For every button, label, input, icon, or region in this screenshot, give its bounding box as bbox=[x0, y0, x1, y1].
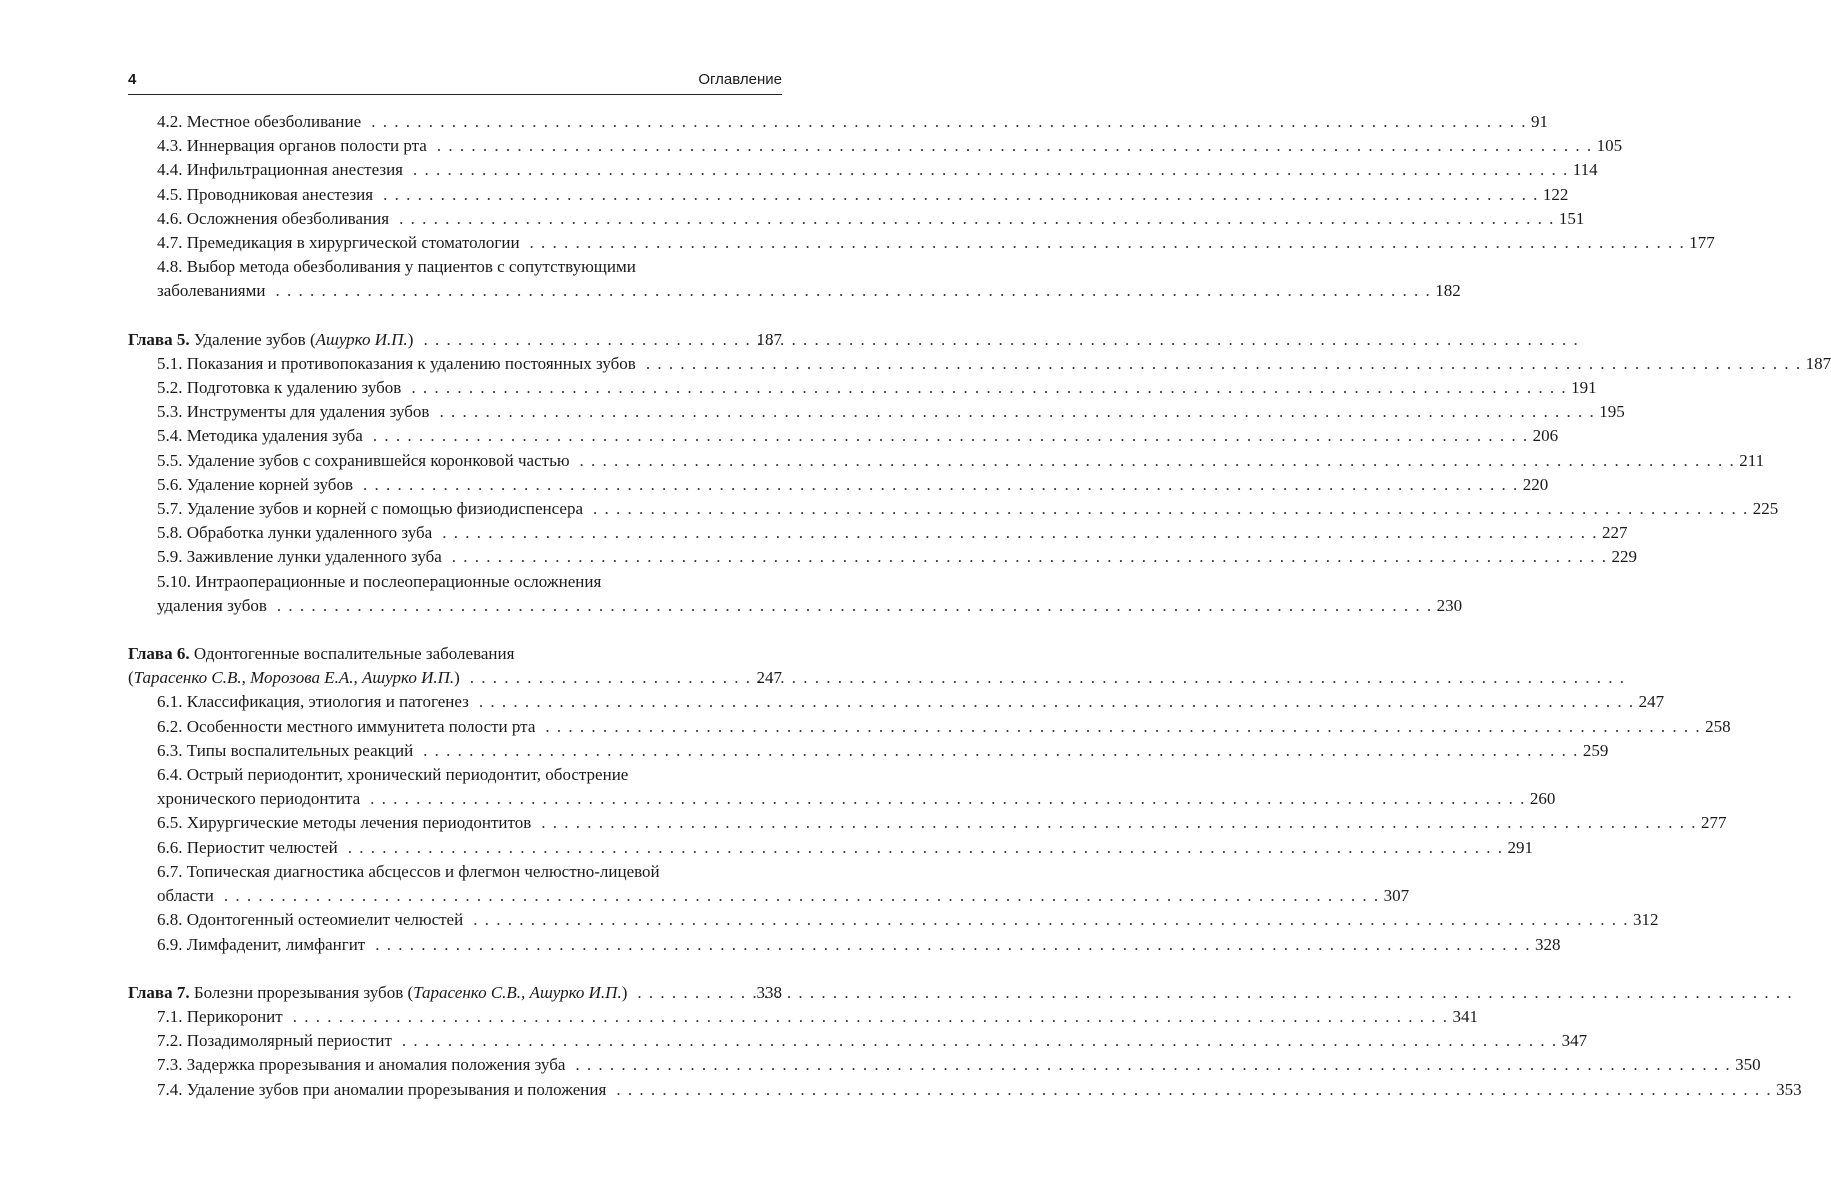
toc-entry[interactable] bbox=[128, 933, 1561, 957]
toc-entry[interactable] bbox=[128, 400, 1625, 424]
entry-title: 7.1. Перикоронит bbox=[157, 1006, 283, 1026]
entry-title: 5.7. Удаление зубов и корней с помощью физиодиспенсера bbox=[157, 499, 583, 519]
toc-entry[interactable] bbox=[128, 158, 1598, 182]
chapter-line bbox=[128, 642, 782, 666]
page-ref: 211 bbox=[1739, 450, 1765, 470]
page-ref: 191 bbox=[1571, 378, 1597, 398]
entry-title: 7.3. Задержка прорезывания и аномалия положения зуба bbox=[157, 1055, 566, 1075]
toc-entry[interactable] bbox=[128, 1053, 1761, 1077]
entry-title: 4.4. Инфильтрационная анестезия bbox=[157, 160, 403, 180]
entry-line bbox=[157, 231, 1715, 255]
close-paren: ) bbox=[407, 329, 414, 349]
dot-leader bbox=[646, 354, 1802, 373]
page-ref: 177 bbox=[1689, 233, 1715, 253]
entry-line bbox=[157, 376, 1597, 400]
entry-line bbox=[157, 933, 1561, 957]
toc-entry[interactable] bbox=[128, 739, 1609, 763]
toc-entry[interactable] bbox=[128, 1029, 1588, 1053]
entry-line bbox=[157, 110, 1548, 134]
entry-title-line1: 6.4. Острый периодонтит, хронический периодонтит, обострение bbox=[157, 765, 629, 785]
toc-entry[interactable] bbox=[128, 231, 1715, 255]
chapter-authors-wrap bbox=[128, 666, 460, 690]
running-title: Оглавление bbox=[698, 71, 782, 88]
entry-line bbox=[157, 690, 1665, 714]
running-header bbox=[128, 66, 782, 95]
toc-entry[interactable] bbox=[128, 690, 1665, 714]
entry-title: 6.1. Классификация, этиология и патогенез bbox=[157, 692, 469, 712]
dot-leader bbox=[473, 910, 1629, 929]
page-ref: 247 bbox=[1638, 692, 1665, 712]
entry-line bbox=[157, 400, 1625, 424]
chapter-line bbox=[128, 981, 782, 1005]
entry-line bbox=[157, 158, 1598, 182]
chapter-label: Глава 6. bbox=[128, 644, 190, 664]
entry-title: 6.3. Типы воспалительных реакций bbox=[157, 740, 414, 760]
entry-line bbox=[157, 908, 1659, 932]
entry-title: 4.7. Премедикация в хирургической стоматологии bbox=[157, 233, 520, 253]
page-ref: 312 bbox=[1632, 910, 1659, 930]
page-ref: 291 bbox=[1507, 837, 1533, 857]
toc-entry[interactable] bbox=[128, 836, 1533, 860]
dot-leader bbox=[348, 838, 1504, 857]
chapter-authors: Ашурко И.П. bbox=[315, 329, 408, 349]
entry-title: 6.2. Особенности местного иммунитета полости рта bbox=[157, 716, 536, 736]
toc-entry[interactable] bbox=[128, 763, 1556, 811]
dot-leader bbox=[277, 596, 1433, 615]
page-ref: 307 bbox=[1383, 886, 1410, 906]
entry-title: 5.1. Показания и противопоказания к удалению постоянных зубов bbox=[157, 353, 636, 373]
dot-leader bbox=[399, 209, 1555, 228]
chapter-entry[interactable] bbox=[128, 981, 782, 1005]
dot-leader bbox=[580, 451, 1736, 470]
chapter-label: Глава 7. bbox=[128, 982, 190, 1002]
toc-entry[interactable] bbox=[128, 545, 1638, 569]
entry-title: 6.6. Периостит челюстей bbox=[157, 837, 338, 857]
entry-line bbox=[157, 836, 1533, 860]
dot-leader bbox=[363, 475, 1519, 494]
entry-title-line1: 5.10. Интраоперационные и послеоперационные осложнения bbox=[157, 571, 602, 591]
chapter-title: Удаление зубов ( bbox=[193, 329, 316, 349]
dot-leader bbox=[575, 1055, 1731, 1074]
entry-title-line1: 4.8. Выбор метода обезболивания у пациентов с сопутствующими bbox=[157, 257, 636, 277]
page-ref: 338 bbox=[756, 982, 782, 1002]
dot-leader bbox=[423, 328, 752, 352]
page-ref: 260 bbox=[1529, 789, 1556, 809]
entry-title: 6.9. Лимфаденит, лимфангит bbox=[157, 934, 366, 954]
entry-line bbox=[157, 787, 1556, 811]
toc-entry[interactable] bbox=[128, 1005, 1478, 1029]
page-ref: 114 bbox=[1572, 160, 1598, 180]
page-ref: 187 bbox=[1805, 353, 1831, 373]
entry-title: 5.2. Подготовка к удалению зубов bbox=[157, 378, 402, 398]
toc-entry[interactable] bbox=[128, 207, 1585, 231]
chapter-authors: Тарасенко С.В., Морозова Е.А., Ашурко И.П. bbox=[133, 668, 455, 688]
dot-leader bbox=[275, 281, 1431, 300]
page-number: 4 bbox=[128, 71, 137, 88]
dot-leader bbox=[442, 523, 1598, 542]
toc-entry[interactable] bbox=[128, 715, 1731, 739]
dot-leader bbox=[373, 426, 1529, 445]
dot-leader bbox=[439, 402, 1595, 421]
entry-line bbox=[157, 1053, 1761, 1077]
dot-leader bbox=[530, 233, 1686, 252]
page-ref: 259 bbox=[1582, 740, 1609, 760]
entry-title: 7.2. Позадимолярный периостит bbox=[157, 1031, 392, 1051]
page-ref: 187 bbox=[756, 329, 782, 349]
dot-leader bbox=[593, 499, 1749, 518]
entry-line bbox=[157, 545, 1638, 569]
entry-title: удаления зубов bbox=[157, 595, 267, 615]
entry-title: 4.2. Местное обезболивание bbox=[157, 112, 362, 131]
entry-title: 5.4. Методика удаления зуба bbox=[157, 426, 363, 446]
entry-line bbox=[157, 497, 1779, 521]
toc-entry[interactable] bbox=[128, 255, 1461, 303]
entry-title: 5.3. Инструменты для удаления зубов bbox=[157, 402, 430, 422]
entry-line bbox=[157, 1005, 1478, 1029]
page-ref: 195 bbox=[1599, 402, 1625, 422]
toc-entry[interactable] bbox=[128, 424, 1559, 448]
page-ref: 122 bbox=[1542, 184, 1569, 204]
toc-entry[interactable] bbox=[128, 1078, 1802, 1102]
dot-leader bbox=[383, 185, 1539, 204]
toc-entry[interactable] bbox=[128, 811, 1727, 835]
close-paren: ) bbox=[454, 668, 460, 688]
dot-leader bbox=[479, 692, 1635, 711]
chapter-authors: Тарасенко С.В., Ашурко И.П. bbox=[413, 982, 622, 1002]
entry-title: 4.5. Проводниковая анестезия bbox=[157, 184, 374, 204]
entry-title: 4.6. Осложнения обезболивания bbox=[157, 208, 390, 228]
entry-line bbox=[157, 1029, 1588, 1053]
page-ref: 206 bbox=[1532, 426, 1559, 446]
dot-leader bbox=[371, 112, 1527, 131]
toc-entry[interactable] bbox=[128, 521, 1628, 545]
toc-entry[interactable] bbox=[128, 473, 1549, 497]
entry-title: хронического периодонтита bbox=[157, 789, 361, 809]
dot-leader bbox=[452, 547, 1608, 566]
toc-entry[interactable] bbox=[128, 183, 1569, 207]
dot-leader bbox=[413, 160, 1569, 179]
dot-leader bbox=[541, 813, 1697, 832]
entry-line bbox=[157, 424, 1559, 448]
entry-line bbox=[157, 352, 1831, 376]
toc-entry[interactable] bbox=[128, 449, 1765, 473]
entry-line bbox=[157, 449, 1765, 473]
dot-leader bbox=[293, 1007, 1449, 1026]
page-ref: 277 bbox=[1701, 813, 1727, 833]
page-ref: 350 bbox=[1735, 1055, 1761, 1075]
entry-title: 5.9. Заживление лунки удаленного зуба bbox=[157, 547, 442, 567]
entry-title: области bbox=[157, 886, 214, 906]
page-ref: 182 bbox=[1435, 281, 1461, 301]
toc-entry[interactable] bbox=[128, 570, 1463, 618]
entry-line bbox=[157, 739, 1609, 763]
dot-leader bbox=[616, 1080, 1772, 1099]
close-paren: ) bbox=[621, 982, 628, 1002]
entry-line bbox=[157, 1078, 1802, 1102]
page-ref: 229 bbox=[1611, 547, 1638, 567]
entry-title-line1: 6.7. Топическая диагностика абсцессов и флегмон челюстно-лицевой bbox=[157, 861, 660, 881]
page-ref: 247 bbox=[756, 668, 782, 688]
entry-line bbox=[157, 715, 1731, 739]
table-of-contents bbox=[128, 110, 1831, 1102]
dot-leader bbox=[437, 136, 1593, 155]
entry-title: 5.8. Обработка лунки удаленного зуба bbox=[157, 523, 433, 543]
chapter-line bbox=[128, 666, 782, 690]
entry-title: 4.3. Иннервация органов полости рта bbox=[157, 136, 427, 156]
toc-entry[interactable] bbox=[128, 376, 1597, 400]
dot-leader bbox=[470, 666, 753, 690]
entry-line bbox=[157, 279, 1461, 303]
page-ref: 328 bbox=[1534, 934, 1561, 954]
toc-entry[interactable] bbox=[128, 134, 1623, 158]
entry-line bbox=[157, 811, 1727, 835]
chapter-label: Глава 5. bbox=[128, 329, 190, 349]
page-ref: 220 bbox=[1522, 474, 1549, 494]
page-ref: 151 bbox=[1558, 208, 1585, 228]
dot-leader bbox=[402, 1031, 1558, 1050]
chapter-text bbox=[128, 981, 627, 1005]
dot-leader bbox=[411, 378, 1567, 397]
entry-title: 6.8. Одонтогенный остеомиелит челюстей bbox=[157, 910, 464, 930]
dot-leader bbox=[423, 741, 1579, 760]
page-ref: 341 bbox=[1452, 1006, 1478, 1026]
dot-leader bbox=[637, 981, 752, 1005]
dot-leader bbox=[545, 717, 1701, 736]
entry-title: 5.5. Удаление зубов с сохранившейся коронковой частью bbox=[157, 450, 570, 470]
page-ref: 258 bbox=[1705, 716, 1731, 736]
entry-title: 7.4. Удаление зубов при аномалии прорезывания и положения bbox=[157, 1079, 607, 1099]
entry-line bbox=[157, 207, 1585, 231]
entry-title: заболеваниями bbox=[157, 281, 266, 301]
toc-entry[interactable] bbox=[128, 110, 1548, 134]
chapter-entry[interactable] bbox=[128, 328, 782, 352]
dot-leader bbox=[370, 789, 1526, 808]
chapter-title: Одонтогенные воспалительные заболевания bbox=[193, 644, 515, 664]
entry-title: 6.5. Хирургические методы лечения периодонтитов bbox=[157, 813, 532, 833]
chapter-title: Болезни прорезывания зубов ( bbox=[193, 982, 414, 1002]
page-ref: 353 bbox=[1776, 1079, 1802, 1099]
page-ref: 347 bbox=[1561, 1031, 1588, 1051]
toc-entry[interactable] bbox=[128, 497, 1779, 521]
entry-line bbox=[157, 594, 1463, 618]
toc-entry[interactable] bbox=[128, 908, 1659, 932]
entry-line bbox=[157, 473, 1549, 497]
entry-line bbox=[157, 134, 1623, 158]
toc-entry[interactable] bbox=[128, 860, 1410, 908]
page-ref: 230 bbox=[1436, 595, 1463, 615]
dot-leader bbox=[375, 935, 1531, 954]
page-ref: 91 bbox=[1530, 112, 1548, 131]
chapter-entry[interactable] bbox=[128, 642, 782, 690]
page-ref: 105 bbox=[1596, 136, 1623, 156]
toc-entry[interactable] bbox=[128, 352, 1831, 376]
entry-line bbox=[157, 183, 1569, 207]
page-ref: 225 bbox=[1752, 499, 1779, 519]
page-ref: 227 bbox=[1601, 523, 1628, 543]
entry-line bbox=[157, 521, 1628, 545]
chapter-line bbox=[128, 328, 782, 352]
chapter-text bbox=[128, 328, 413, 352]
dot-leader bbox=[224, 886, 1380, 905]
entry-line bbox=[157, 884, 1410, 908]
open-paren: ( bbox=[128, 668, 134, 688]
entry-title: 5.6. Удаление корней зубов bbox=[157, 474, 353, 494]
